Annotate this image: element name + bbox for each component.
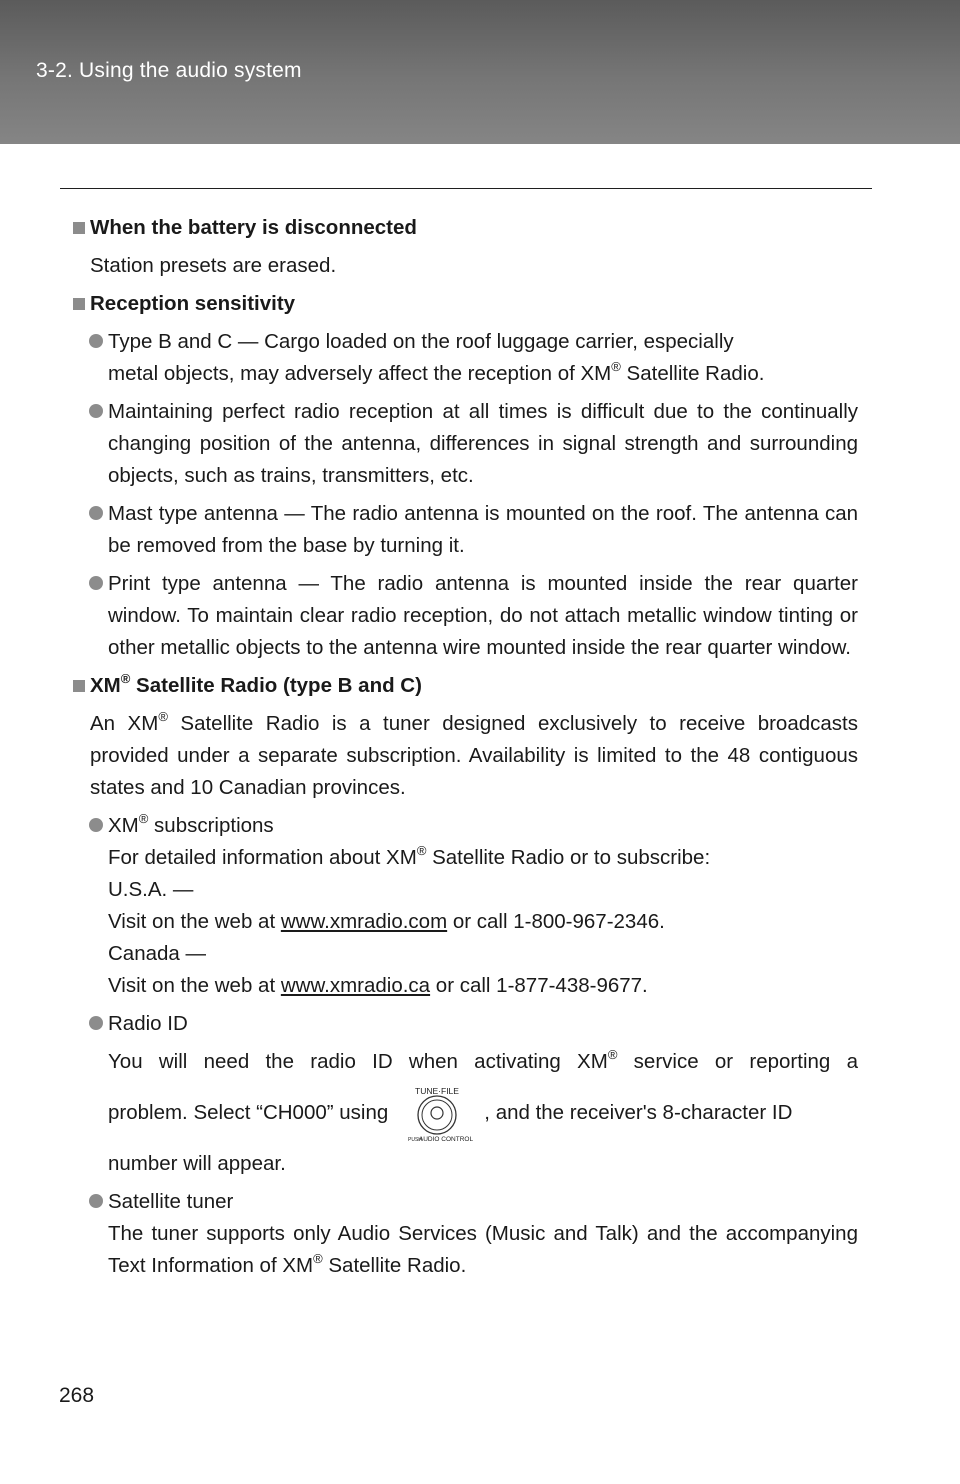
section-reception-title: Reception sensitivity	[73, 288, 858, 320]
registered-mark: ®	[313, 1251, 323, 1266]
page-header	[0, 0, 960, 144]
reception-bullet-3: Mast type antenna — The radio antenna is mounted on the roof. The antenna can be removed from the base by turning it.	[73, 498, 858, 562]
square-bullet-icon	[73, 222, 85, 234]
reception-bullet-2: Maintaining perfect radio reception at all times is difficult due to the continually changing position of the antenna, differences in signal strength and surrounding objects, such as trains, transmitters, etc.	[73, 396, 858, 492]
square-bullet-icon	[73, 680, 85, 692]
tuner-title: Satellite tuner	[108, 1190, 234, 1213]
knob-top-label: TUNE·FILE	[415, 1085, 460, 1096]
round-bullet-icon	[89, 1016, 103, 1030]
radio-id-title: Radio ID	[108, 1012, 188, 1035]
round-bullet-icon	[89, 576, 103, 590]
xmradio-ca-link[interactable]: www.xmradio.ca	[280, 974, 431, 997]
registered-mark: ®	[138, 811, 149, 826]
reception-bullet-4: Print type antenna — The radio antenna is mounted inside the rear quarter window. To maintain clear radio reception, do not attach metallic window tinting or other metallic objects to the antenna wire mounted inside the rear quarter window.	[73, 568, 858, 664]
usa-label: U.S.A. —	[108, 878, 194, 901]
round-bullet-icon	[89, 506, 103, 520]
header-title: 3-2. Using the audio system	[36, 59, 302, 82]
round-bullet-icon	[89, 1194, 103, 1208]
page-number: 268	[59, 1384, 95, 1407]
registered-mark: ®	[416, 843, 427, 858]
section-xm-title: XM® Satellite Radio (type B and C)	[73, 670, 858, 702]
knob-svg	[394, 1085, 480, 1143]
xm-intro: An XM® Satellite Radio is a tuner designed exclusively to receive broadcasts provided under a separate subscription. Availability is limited to the 48 contiguous states and 10 Canadian provinces.	[90, 709, 858, 799]
round-bullet-icon	[89, 404, 103, 418]
round-bullet-icon	[89, 334, 103, 348]
square-bullet-icon	[73, 298, 85, 310]
xmradio-com-link[interactable]: www.xmradio.com	[280, 910, 448, 933]
registered-mark: ®	[607, 1047, 618, 1062]
registered-mark: ®	[158, 709, 168, 724]
xm-subscriptions: XM® subscriptions For detailed information about XM® Satellite Radio or to subscribe: U.S.A. — Visit on the web at www.xmradio.com or call 1-800-967-2346. Canada — Visit on the web at www.xmradio.ca or call 1-877-438-9677.	[73, 810, 858, 1002]
battery-text: Station presets are erased.	[90, 254, 337, 277]
registered-mark: ®	[611, 359, 621, 374]
canada-label: Canada —	[108, 942, 207, 965]
top-rule	[60, 188, 872, 189]
reception-bullet-1: Type B and C — Cargo loaded on the roof luggage carrier, especially metal objects, may adversely affect the reception of XM® Satellite Radio.	[73, 326, 858, 390]
knob-bottom-label: AUDIO CONTROL	[419, 1135, 474, 1143]
knob-push-label: PUSH	[408, 1136, 423, 1143]
registered-mark: ®	[120, 671, 131, 686]
tune-file-knob-icon	[394, 1085, 480, 1143]
page-content	[73, 212, 858, 1282]
xm-satellite-tuner: Satellite tuner The tuner supports only Audio Services (Music and Talk) and the accompanying Text Information of XM® Satellite Radio.	[73, 1186, 858, 1282]
round-bullet-icon	[89, 818, 103, 832]
section-battery-title: When the battery is disconnected	[73, 212, 858, 244]
xm-radio-id: Radio ID You will need the radio ID when activating XM® service or reporting a problem. Select “CH000” using TUNE·FILE PUSH AUDIO CONTROL , and the receiver's 8-character ID number will appear.	[73, 1008, 858, 1180]
